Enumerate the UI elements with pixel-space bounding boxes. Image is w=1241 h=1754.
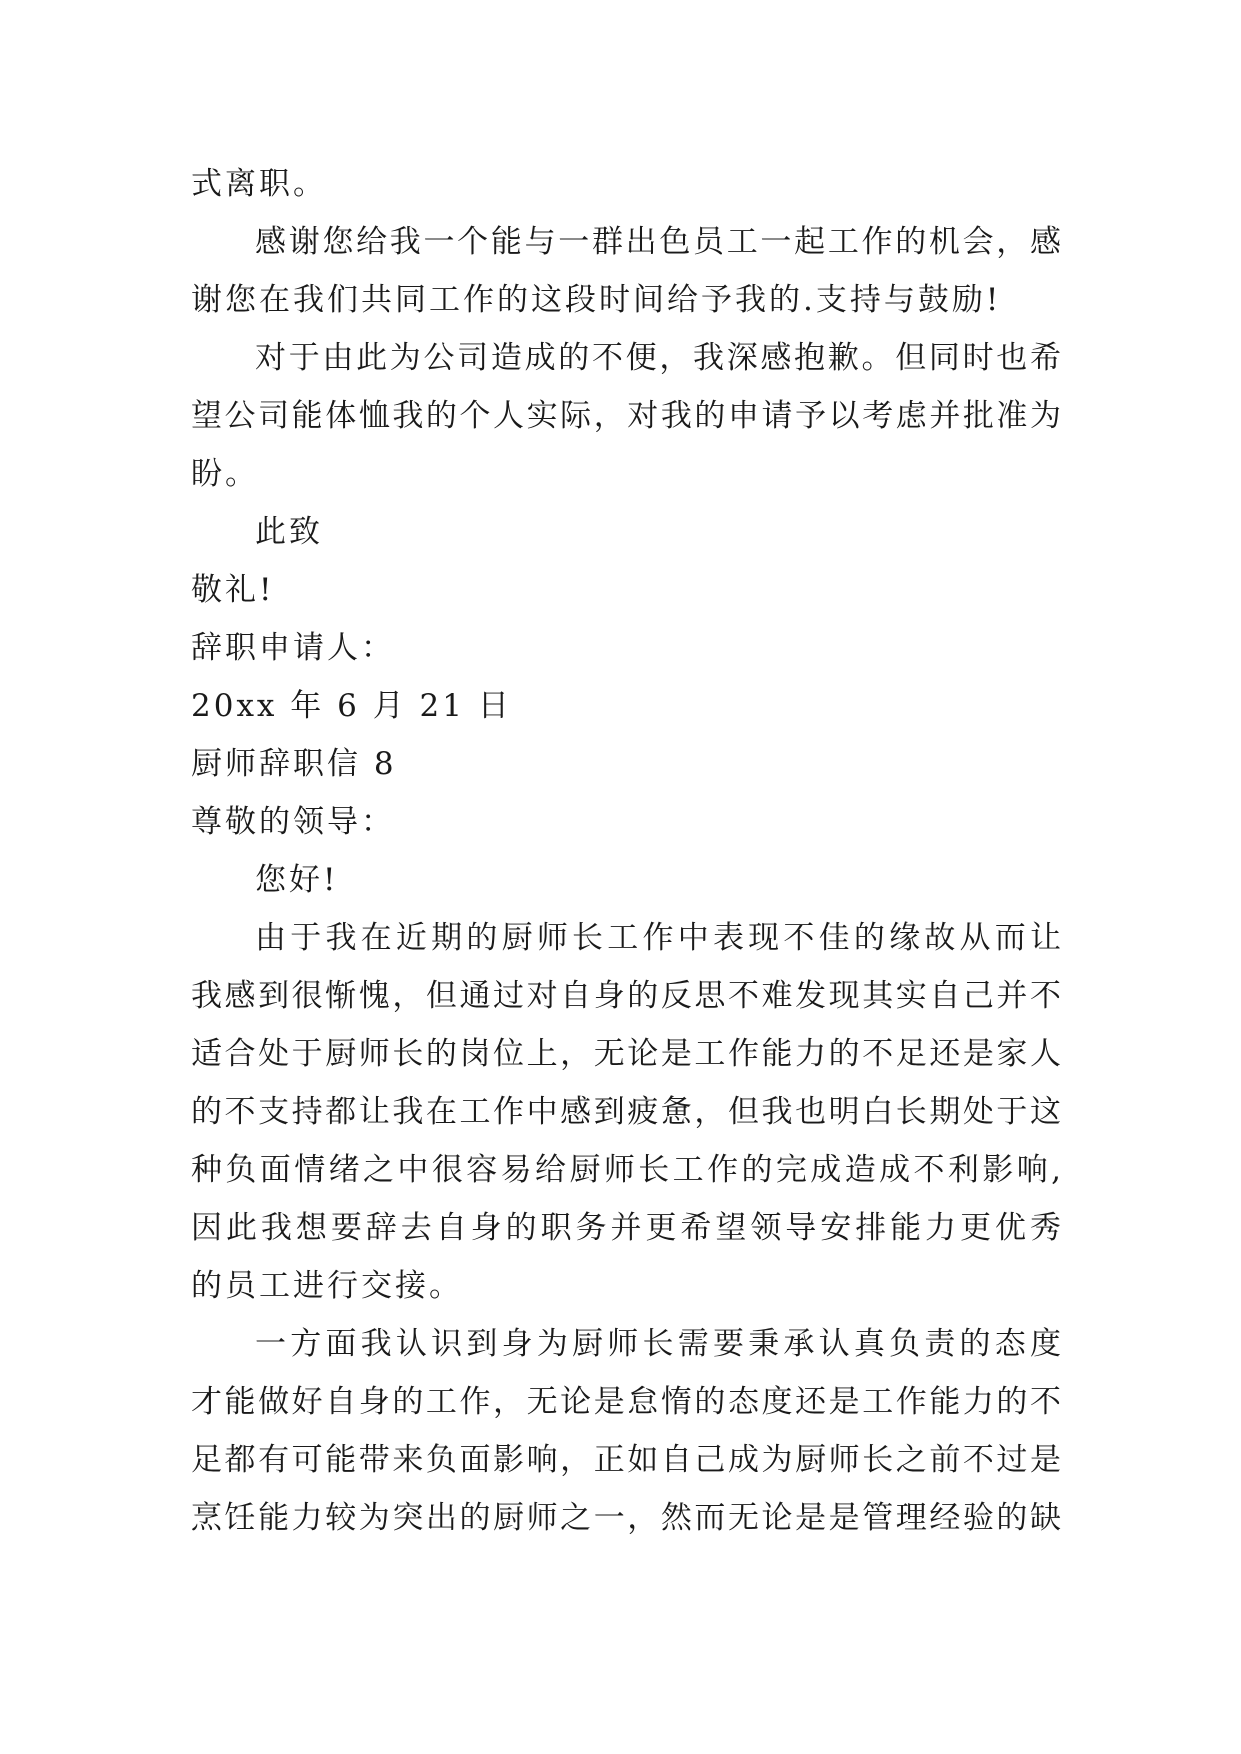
text-line: 一方面我认识到身为厨师长需要秉承认真负责的态度 [255,1326,1061,1362]
text-line: 感谢您给我一个能与一群出色员工一起工作的机会，感 [255,224,1061,260]
text-line: 烹饪能力较为突出的厨师之一，然而无论是是管理经验的缺 [191,1500,1061,1536]
text-line: 尊敬的领导： [191,804,395,840]
text-line: 适合处于厨师长的岗位上，无论是工作能力的不足还是家人 [191,1036,1061,1072]
text-line: 才能做好自身的工作，无论是怠惰的态度还是工作能力的不 [191,1384,1061,1420]
text-line: 辞职申请人： [191,630,395,666]
text-line: 足都有可能带来负面影响，正如自己成为厨师长之前不过是 [191,1442,1061,1478]
text-line: 敬礼! [191,572,275,608]
text-line: 厨师辞职信 8 [191,746,397,782]
text-line: 的员工进行交接。 [191,1268,463,1304]
text-line: 对于由此为公司造成的不便，我深感抱歉。但同时也希 [255,340,1061,376]
text-line: 因此我想要辞去自身的职务并更希望领导安排能力更优秀 [191,1210,1061,1246]
text-line: 您好! [255,862,339,898]
text-line: 式离职。 [191,166,327,202]
text-line: 我感到很惭愧，但通过对自身的反思不难发现其实自己并不 [191,978,1061,1014]
text-line: 由于我在近期的厨师长工作中表现不佳的缘故从而让 [255,920,1061,956]
text-line: 的不支持都让我在工作中感到疲惫，但我也明白长期处于这 [191,1094,1061,1130]
text-line: 种负面情绪之中很容易给厨师长工作的完成造成不利影响, [191,1152,1061,1188]
text-line: 盼。 [191,456,259,492]
text-line: 望公司能体恤我的个人实际，对我的申请予以考虑并批准为 [191,398,1061,434]
text-line: 此致 [255,514,323,550]
document-body [191,155,1061,1547]
text-line: 谢您在我们共同工作的这段时间给予我的.支持与鼓励! [191,282,1002,318]
text-line: 20xx 年 6 月 21 日 [191,688,512,724]
